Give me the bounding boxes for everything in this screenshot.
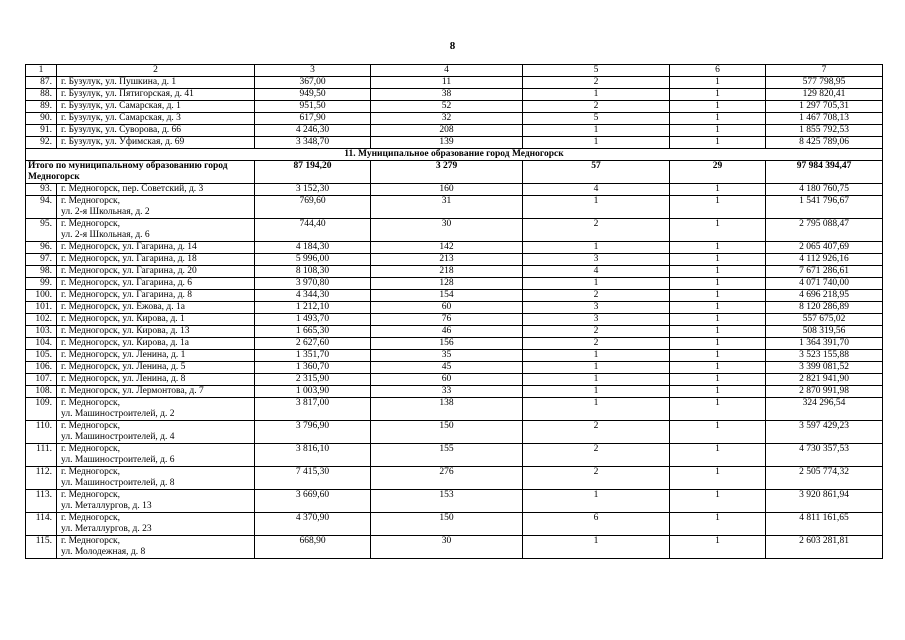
count-cell: 2 (523, 219, 670, 242)
count-cell: 1 (670, 196, 766, 219)
cost-cell: 4 811 161,65 (766, 513, 883, 536)
address-line: г. Бузулук, ул. Пушкина, д. 1 (61, 77, 177, 87)
cost-cell: 4 180 760,75 (766, 184, 883, 196)
address-line: г. Медногорск, ул. Кирова, д. 1 (61, 314, 185, 324)
residents-cell: 11 (371, 77, 523, 89)
cost-cell: 2 795 088,47 (766, 219, 883, 242)
count-cell: 1 (670, 278, 766, 290)
count-cell: 1 (670, 314, 766, 326)
table-row (26, 254, 883, 266)
cost-cell: 8 120 286,89 (766, 302, 883, 314)
cost-cell: 3 597 429,23 (766, 421, 883, 444)
count-cell: 4 (523, 266, 670, 278)
column-header: 4 (371, 65, 523, 77)
address-line: ул. Машиностроителей, д. 6 (61, 455, 175, 465)
area-cell: 2 315,90 (255, 374, 371, 386)
table-row (26, 77, 883, 89)
residents-cell: 160 (371, 184, 523, 196)
count-cell: 1 (523, 374, 670, 386)
row-number: 93. (26, 184, 57, 196)
count-cell: 2 (523, 326, 670, 338)
residents-cell: 139 (371, 137, 523, 149)
address-line: ул. Машиностроителей, д. 8 (61, 478, 175, 488)
address-line: ул. Машиностроителей, д. 2 (61, 409, 175, 419)
address-line: г. Медногорск, ул. Ленина, д. 1 (61, 350, 186, 360)
count-cell: 1 (523, 242, 670, 254)
address-cell (57, 326, 255, 338)
area-cell: 2 627,60 (255, 338, 371, 350)
count-cell: 1 (670, 302, 766, 314)
row-number: 99. (26, 278, 57, 290)
count-cell: 2 (523, 444, 670, 467)
address-line: г. Бузулук, ул. Самарская, д. 1 (61, 101, 181, 111)
column-header: 6 (670, 65, 766, 77)
residents-cell: 155 (371, 444, 523, 467)
row-number: 107. (26, 374, 57, 386)
table-row (26, 326, 883, 338)
total-row (26, 161, 883, 184)
address-cell (57, 386, 255, 398)
row-number: 111. (26, 444, 57, 467)
residents-cell: 156 (371, 338, 523, 350)
count-cell: 2 (523, 421, 670, 444)
header-row (26, 65, 883, 77)
table-row (26, 338, 883, 350)
area-cell: 4 246,30 (255, 125, 371, 137)
residents-cell: 150 (371, 513, 523, 536)
count-cell: 2 (523, 290, 670, 302)
address-cell (57, 421, 255, 444)
address-line: г. Медногорск, ул. Ленина, д. 8 (61, 374, 186, 384)
count-cell: 1 (670, 254, 766, 266)
count-cell: 1 (670, 113, 766, 125)
table-row (26, 302, 883, 314)
count-cell: 2 (523, 77, 670, 89)
column-header: 7 (766, 65, 883, 77)
address-line: г. Медногорск, ул. Кирова, д. 13 (61, 326, 190, 336)
table-row (26, 125, 883, 137)
cost-cell: 1 467 708,13 (766, 113, 883, 125)
area-cell: 769,60 (255, 196, 371, 219)
residents-cell: 142 (371, 242, 523, 254)
row-number: 101. (26, 302, 57, 314)
count-cell: 1 (523, 362, 670, 374)
count-cell: 2 (523, 338, 670, 350)
address-line: г. Медногорск, ул. Гагарина, д. 8 (61, 290, 193, 300)
table-row (26, 184, 883, 196)
cost-cell: 2 603 281,81 (766, 536, 883, 559)
table-row (26, 386, 883, 398)
count-cell: 1 (670, 362, 766, 374)
row-number: 87. (26, 77, 57, 89)
cost-cell: 2 821 941,90 (766, 374, 883, 386)
row-number: 89. (26, 101, 57, 113)
row-number: 102. (26, 314, 57, 326)
cost-cell: 2 065 407,69 (766, 242, 883, 254)
area-cell: 1 003,90 (255, 386, 371, 398)
column-header: 2 (57, 65, 255, 77)
cost-cell: 1 541 796,67 (766, 196, 883, 219)
count-cell: 1 (523, 490, 670, 513)
table-row (26, 513, 883, 536)
address-line: г. Медногорск, ул. Гагарина, д. 6 (61, 278, 193, 288)
count-cell: 1 (670, 398, 766, 421)
total-area: 87 194,20 (255, 161, 371, 184)
count-cell: 1 (670, 350, 766, 362)
residents-cell: 153 (371, 490, 523, 513)
area-cell: 3 816,10 (255, 444, 371, 467)
table-row (26, 314, 883, 326)
row-number: 98. (26, 266, 57, 278)
count-cell: 1 (670, 444, 766, 467)
row-number: 108. (26, 386, 57, 398)
address-cell (57, 101, 255, 113)
count-cell: 1 (523, 89, 670, 101)
address-line: ул. 2-я Школьная, д. 2 (61, 207, 150, 217)
address-cell (57, 254, 255, 266)
residents-cell: 60 (371, 302, 523, 314)
table-row (26, 278, 883, 290)
count-cell: 1 (670, 513, 766, 536)
count-cell: 1 (523, 398, 670, 421)
address-line: г. Медногорск, ул. Гагарина, д. 20 (61, 266, 197, 276)
address-cell (57, 467, 255, 490)
area-cell: 5 996,00 (255, 254, 371, 266)
total-label: Итого по муниципальному образованию город Медногорск (26, 161, 255, 184)
address-line: г. Медногорск, (61, 467, 121, 477)
address-cell (57, 338, 255, 350)
address-line: г. Медногорск, (61, 444, 121, 454)
row-number: 112. (26, 467, 57, 490)
area-cell: 949,50 (255, 89, 371, 101)
area-cell: 4 344,30 (255, 290, 371, 302)
residents-cell: 45 (371, 362, 523, 374)
count-cell: 1 (670, 266, 766, 278)
row-number: 115. (26, 536, 57, 559)
table-row (26, 89, 883, 101)
count-cell: 2 (523, 467, 670, 490)
residents-cell: 31 (371, 196, 523, 219)
area-cell: 3 796,90 (255, 421, 371, 444)
row-number: 104. (26, 338, 57, 350)
column-header: 5 (523, 65, 670, 77)
section-title: 11. Муниципальное образование город Медногорск (26, 149, 883, 161)
area-cell: 1 360,70 (255, 362, 371, 374)
area-cell: 367,00 (255, 77, 371, 89)
row-number: 95. (26, 219, 57, 242)
count-cell: 1 (670, 490, 766, 513)
count-cell: 5 (523, 113, 670, 125)
cost-cell: 129 820,41 (766, 89, 883, 101)
count-cell: 1 (523, 196, 670, 219)
area-cell: 3 970,80 (255, 278, 371, 290)
cost-cell: 4 696 218,95 (766, 290, 883, 302)
address-cell (57, 314, 255, 326)
residents-cell: 218 (371, 266, 523, 278)
cost-cell: 508 319,56 (766, 326, 883, 338)
cost-cell: 4 730 357,53 (766, 444, 883, 467)
cost-cell: 324 296,54 (766, 398, 883, 421)
cost-cell: 3 399 081,52 (766, 362, 883, 374)
residents-cell: 276 (371, 467, 523, 490)
area-cell: 3 817,00 (255, 398, 371, 421)
residents-cell: 76 (371, 314, 523, 326)
table-row (26, 467, 883, 490)
address-cell (57, 242, 255, 254)
count-cell: 1 (523, 137, 670, 149)
residents-cell: 30 (371, 536, 523, 559)
table-body (26, 65, 883, 559)
address-line: г. Бузулук, ул. Самарская, д. 3 (61, 113, 181, 123)
address-line: г. Медногорск, ул. Гагарина, д. 18 (61, 254, 197, 264)
table-row (26, 350, 883, 362)
table-row (26, 536, 883, 559)
area-cell: 4 370,90 (255, 513, 371, 536)
address-line: г. Медногорск, ул. Ленина, д. 5 (61, 362, 186, 372)
residents-cell: 38 (371, 89, 523, 101)
address-line: г. Медногорск, (61, 536, 121, 546)
count-cell: 1 (670, 467, 766, 490)
area-cell: 7 415,30 (255, 467, 371, 490)
row-number: 90. (26, 113, 57, 125)
area-cell: 4 184,30 (255, 242, 371, 254)
count-cell: 1 (523, 350, 670, 362)
count-cell: 1 (670, 374, 766, 386)
area-cell: 1 493,70 (255, 314, 371, 326)
page-number: 8 (449, 40, 456, 52)
table-row (26, 219, 883, 242)
residents-cell: 30 (371, 219, 523, 242)
cost-cell: 1 855 792,53 (766, 125, 883, 137)
count-cell: 1 (670, 242, 766, 254)
area-cell: 1 665,30 (255, 326, 371, 338)
address-line: ул. Металлургов, д. 13 (61, 501, 152, 511)
total-count: 29 (670, 161, 766, 184)
row-number: 114. (26, 513, 57, 536)
residents-cell: 32 (371, 113, 523, 125)
cost-cell: 1 297 705,31 (766, 101, 883, 113)
row-number: 94. (26, 196, 57, 219)
area-cell: 617,90 (255, 113, 371, 125)
address-cell (57, 266, 255, 278)
cost-cell: 557 675,02 (766, 314, 883, 326)
count-cell: 1 (670, 421, 766, 444)
address-line: г. Медногорск, (61, 490, 121, 500)
row-number: 105. (26, 350, 57, 362)
count-cell: 6 (523, 513, 670, 536)
address-cell (57, 77, 255, 89)
cost-cell: 4 112 926,16 (766, 254, 883, 266)
area-cell: 3 669,60 (255, 490, 371, 513)
address-cell (57, 219, 255, 242)
address-line: ул. Машиностроителей, д. 4 (61, 432, 175, 442)
count-cell: 1 (523, 386, 670, 398)
count-cell: 1 (670, 219, 766, 242)
count-cell: 1 (670, 184, 766, 196)
table-row (26, 101, 883, 113)
address-line: ул. 2-я Школьная, д. 6 (61, 230, 150, 240)
table-row (26, 266, 883, 278)
address-line: ул. Молодежная, д. 8 (61, 547, 146, 557)
row-number: 88. (26, 89, 57, 101)
table-row (26, 242, 883, 254)
area-cell: 3 348,70 (255, 137, 371, 149)
row-number: 100. (26, 290, 57, 302)
count-cell: 1 (523, 125, 670, 137)
address-cell (57, 398, 255, 421)
count-cell: 1 (670, 77, 766, 89)
address-cell (57, 290, 255, 302)
residents-cell: 154 (371, 290, 523, 302)
residents-cell: 138 (371, 398, 523, 421)
table-row (26, 374, 883, 386)
address-cell (57, 362, 255, 374)
table-row (26, 113, 883, 125)
residents-cell: 52 (371, 101, 523, 113)
address-line: г. Бузулук, ул. Уфимская, д. 69 (61, 137, 185, 147)
row-number: 109. (26, 398, 57, 421)
total-residents: 3 279 (371, 161, 523, 184)
address-cell (57, 278, 255, 290)
address-cell (57, 113, 255, 125)
row-number: 91. (26, 125, 57, 137)
column-header: 1 (26, 65, 57, 77)
table-row (26, 421, 883, 444)
row-number: 96. (26, 242, 57, 254)
address-line: г. Медногорск, пер. Советский, д. 3 (61, 184, 204, 194)
address-cell (57, 184, 255, 196)
count-cell: 1 (670, 536, 766, 559)
cost-cell: 7 671 286,61 (766, 266, 883, 278)
table-row (26, 362, 883, 374)
count-cell: 3 (523, 302, 670, 314)
address-cell (57, 125, 255, 137)
count-cell: 1 (670, 125, 766, 137)
residents-cell: 46 (371, 326, 523, 338)
address-line: г. Медногорск, (61, 196, 121, 206)
address-line: г. Медногорск, (61, 219, 121, 229)
residents-cell: 208 (371, 125, 523, 137)
address-line: г. Бузулук, ул. Суворова, д. 66 (61, 125, 182, 135)
address-cell (57, 536, 255, 559)
area-cell: 1 212,10 (255, 302, 371, 314)
address-line: г. Медногорск, (61, 421, 121, 431)
residents-cell: 35 (371, 350, 523, 362)
cost-cell: 2 505 774,32 (766, 467, 883, 490)
address-cell (57, 302, 255, 314)
row-number: 110. (26, 421, 57, 444)
address-line: г. Медногорск, ул. Кирова, д. 1а (61, 338, 190, 348)
count-cell: 1 (670, 101, 766, 113)
cost-cell: 3 920 861,94 (766, 490, 883, 513)
count-cell: 1 (670, 338, 766, 350)
residents-cell: 128 (371, 278, 523, 290)
address-cell (57, 513, 255, 536)
address-cell (57, 490, 255, 513)
cost-cell: 1 364 391,70 (766, 338, 883, 350)
count-cell: 1 (670, 326, 766, 338)
cost-cell: 8 425 789,06 (766, 137, 883, 149)
table-row (26, 490, 883, 513)
cost-cell: 2 870 991,98 (766, 386, 883, 398)
column-header: 3 (255, 65, 371, 77)
cost-cell: 3 523 155,88 (766, 350, 883, 362)
residents-cell: 213 (371, 254, 523, 266)
row-number: 103. (26, 326, 57, 338)
count-cell: 1 (523, 536, 670, 559)
row-number: 113. (26, 490, 57, 513)
address-line: ул. Металлургов, д. 23 (61, 524, 152, 534)
count-cell: 4 (523, 184, 670, 196)
address-line: г. Медногорск, ул. Лермонтова, д. 7 (61, 386, 204, 396)
address-cell (57, 89, 255, 101)
area-cell: 1 351,70 (255, 350, 371, 362)
table-row (26, 196, 883, 219)
count-cell: 1 (670, 137, 766, 149)
area-cell: 8 108,30 (255, 266, 371, 278)
count-cell: 2 (523, 101, 670, 113)
address-cell (57, 374, 255, 386)
section-row (26, 149, 883, 161)
housing-table (25, 64, 883, 559)
count-cell: 1 (523, 278, 670, 290)
area-cell: 951,50 (255, 101, 371, 113)
area-cell: 668,90 (255, 536, 371, 559)
table-row (26, 444, 883, 467)
residents-cell: 150 (371, 421, 523, 444)
address-line: г. Бузулук, ул. Пятигорская, д. 41 (61, 89, 194, 99)
cost-cell: 577 798,95 (766, 77, 883, 89)
address-cell (57, 137, 255, 149)
table-row (26, 398, 883, 421)
row-number: 97. (26, 254, 57, 266)
address-line: г. Медногорск, (61, 398, 121, 408)
table-row (26, 137, 883, 149)
area-cell: 3 152,30 (255, 184, 371, 196)
count-cell: 1 (670, 386, 766, 398)
residents-cell: 60 (371, 374, 523, 386)
row-number: 92. (26, 137, 57, 149)
row-number: 106. (26, 362, 57, 374)
address-line: г. Медногорск, ул. Ежова, д. 1а (61, 302, 185, 312)
address-cell (57, 196, 255, 219)
total-cost: 97 984 394,47 (766, 161, 883, 184)
cost-cell: 4 071 740,00 (766, 278, 883, 290)
address-line: г. Медногорск, (61, 513, 121, 523)
count-cell: 1 (670, 290, 766, 302)
table-row (26, 290, 883, 302)
count-cell: 3 (523, 254, 670, 266)
count-cell: 3 (523, 314, 670, 326)
address-cell (57, 444, 255, 467)
address-line: г. Медногорск, ул. Гагарина, д. 14 (61, 242, 197, 252)
area-cell: 744,40 (255, 219, 371, 242)
count-cell: 1 (670, 89, 766, 101)
residents-cell: 33 (371, 386, 523, 398)
total-count: 57 (523, 161, 670, 184)
address-cell (57, 350, 255, 362)
